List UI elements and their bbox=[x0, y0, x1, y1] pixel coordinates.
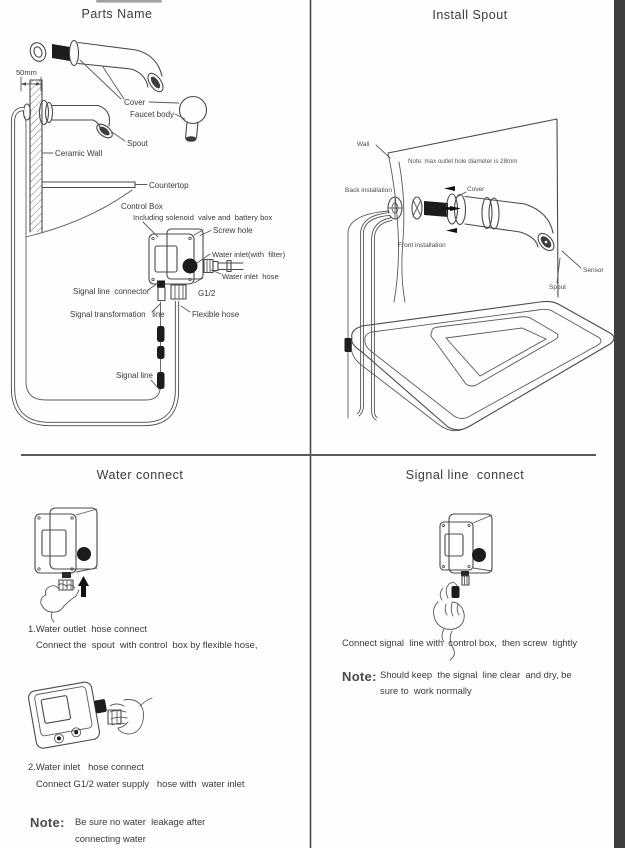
flexible-hose-label: Flexible hose bbox=[192, 310, 240, 319]
signal-body-text: Connect signal line with control box, then screw tightly bbox=[342, 637, 578, 648]
signal-connect-title: Signal line connect bbox=[405, 468, 525, 482]
faucet-body-label: Faucet body bbox=[130, 110, 175, 119]
screw-hole-label: Screw hole bbox=[213, 226, 253, 235]
section-signal-connect bbox=[342, 468, 577, 696]
ceramic-wall-drawing bbox=[16, 68, 42, 232]
water-note-label: Note: bbox=[30, 815, 65, 830]
step2-body: Connect G1/2 water supply hose with water inlet bbox=[36, 778, 245, 789]
signal-note-line2: sure to work normally bbox=[380, 685, 472, 696]
control-box-sub-label: Including solenoid valve and battery box bbox=[133, 213, 273, 222]
section-install-spout bbox=[345, 8, 615, 431]
water-connect-title: Water connect bbox=[96, 468, 184, 482]
signal-line-drawing bbox=[24, 116, 165, 400]
water-inlet-hose-label: Water inlet hose bbox=[222, 272, 279, 281]
install-hoses-drawing bbox=[345, 211, 393, 419]
dimension-50mm-label: 50mm bbox=[16, 68, 37, 77]
water-outlet-connect-drawing bbox=[35, 508, 97, 622]
signal-line-label: Signal line bbox=[116, 371, 153, 380]
step1-body: Connect the spout with control box by flexible hose, bbox=[36, 639, 258, 650]
section-water-connect bbox=[27, 468, 257, 844]
countertop-label: Countertop bbox=[149, 181, 189, 190]
step1-title: 1.Water outlet hose connect bbox=[28, 623, 147, 634]
signal-note-label: Note: bbox=[342, 669, 377, 684]
signal-line-connector-label: Signal line connector bbox=[73, 287, 150, 296]
wall-plane-drawing bbox=[388, 119, 558, 302]
basin-drawing bbox=[351, 301, 614, 430]
sensor-label: Sensor bbox=[583, 267, 604, 274]
cover-front-view-drawing bbox=[180, 97, 207, 142]
control-box-label: Control Box bbox=[121, 202, 163, 211]
install-spout-title: Install Spout bbox=[432, 8, 508, 22]
cover-label: Cover bbox=[124, 98, 146, 107]
control-box-drawing bbox=[149, 229, 243, 301]
arrow-up-icon bbox=[78, 576, 89, 586]
section-parts-name bbox=[13, 7, 286, 424]
faucet-exploded-drawing bbox=[28, 41, 166, 95]
outlet-hole-note: Note: max outlet hole diameter is 28mm bbox=[408, 158, 518, 165]
signal-note-line1: Should keep the signal line clear and dry, be bbox=[380, 669, 572, 680]
install-spout-label: Spout bbox=[549, 284, 566, 291]
scan-smudge bbox=[96, 0, 162, 3]
wall-label: Wall bbox=[357, 141, 370, 148]
step2-title: 2.Water inlet hose connect bbox=[28, 761, 144, 772]
water-note-line1: Be sure no water leakage after bbox=[75, 816, 206, 827]
water-inlet-label: Water inlet(with filter) bbox=[212, 250, 286, 259]
hand-icon bbox=[110, 698, 152, 734]
front-installation-label: Front installation bbox=[398, 242, 446, 249]
g12-label: G1/2 bbox=[198, 289, 216, 298]
hand-icon bbox=[434, 582, 465, 660]
spout-label: Spout bbox=[127, 139, 148, 148]
water-inlet-connect-drawing bbox=[27, 679, 152, 749]
signal-transformation-line-label: Signal transformation line bbox=[70, 310, 165, 319]
parts-name-title: Parts Name bbox=[81, 7, 153, 21]
ceramic-wall-label: Ceramic Wall bbox=[55, 149, 103, 158]
install-cover-label: Cover bbox=[467, 186, 485, 193]
back-installation-label: Back installation bbox=[345, 187, 392, 194]
scan-edge-band bbox=[614, 0, 625, 848]
water-note-line2: connecting water bbox=[75, 833, 146, 844]
